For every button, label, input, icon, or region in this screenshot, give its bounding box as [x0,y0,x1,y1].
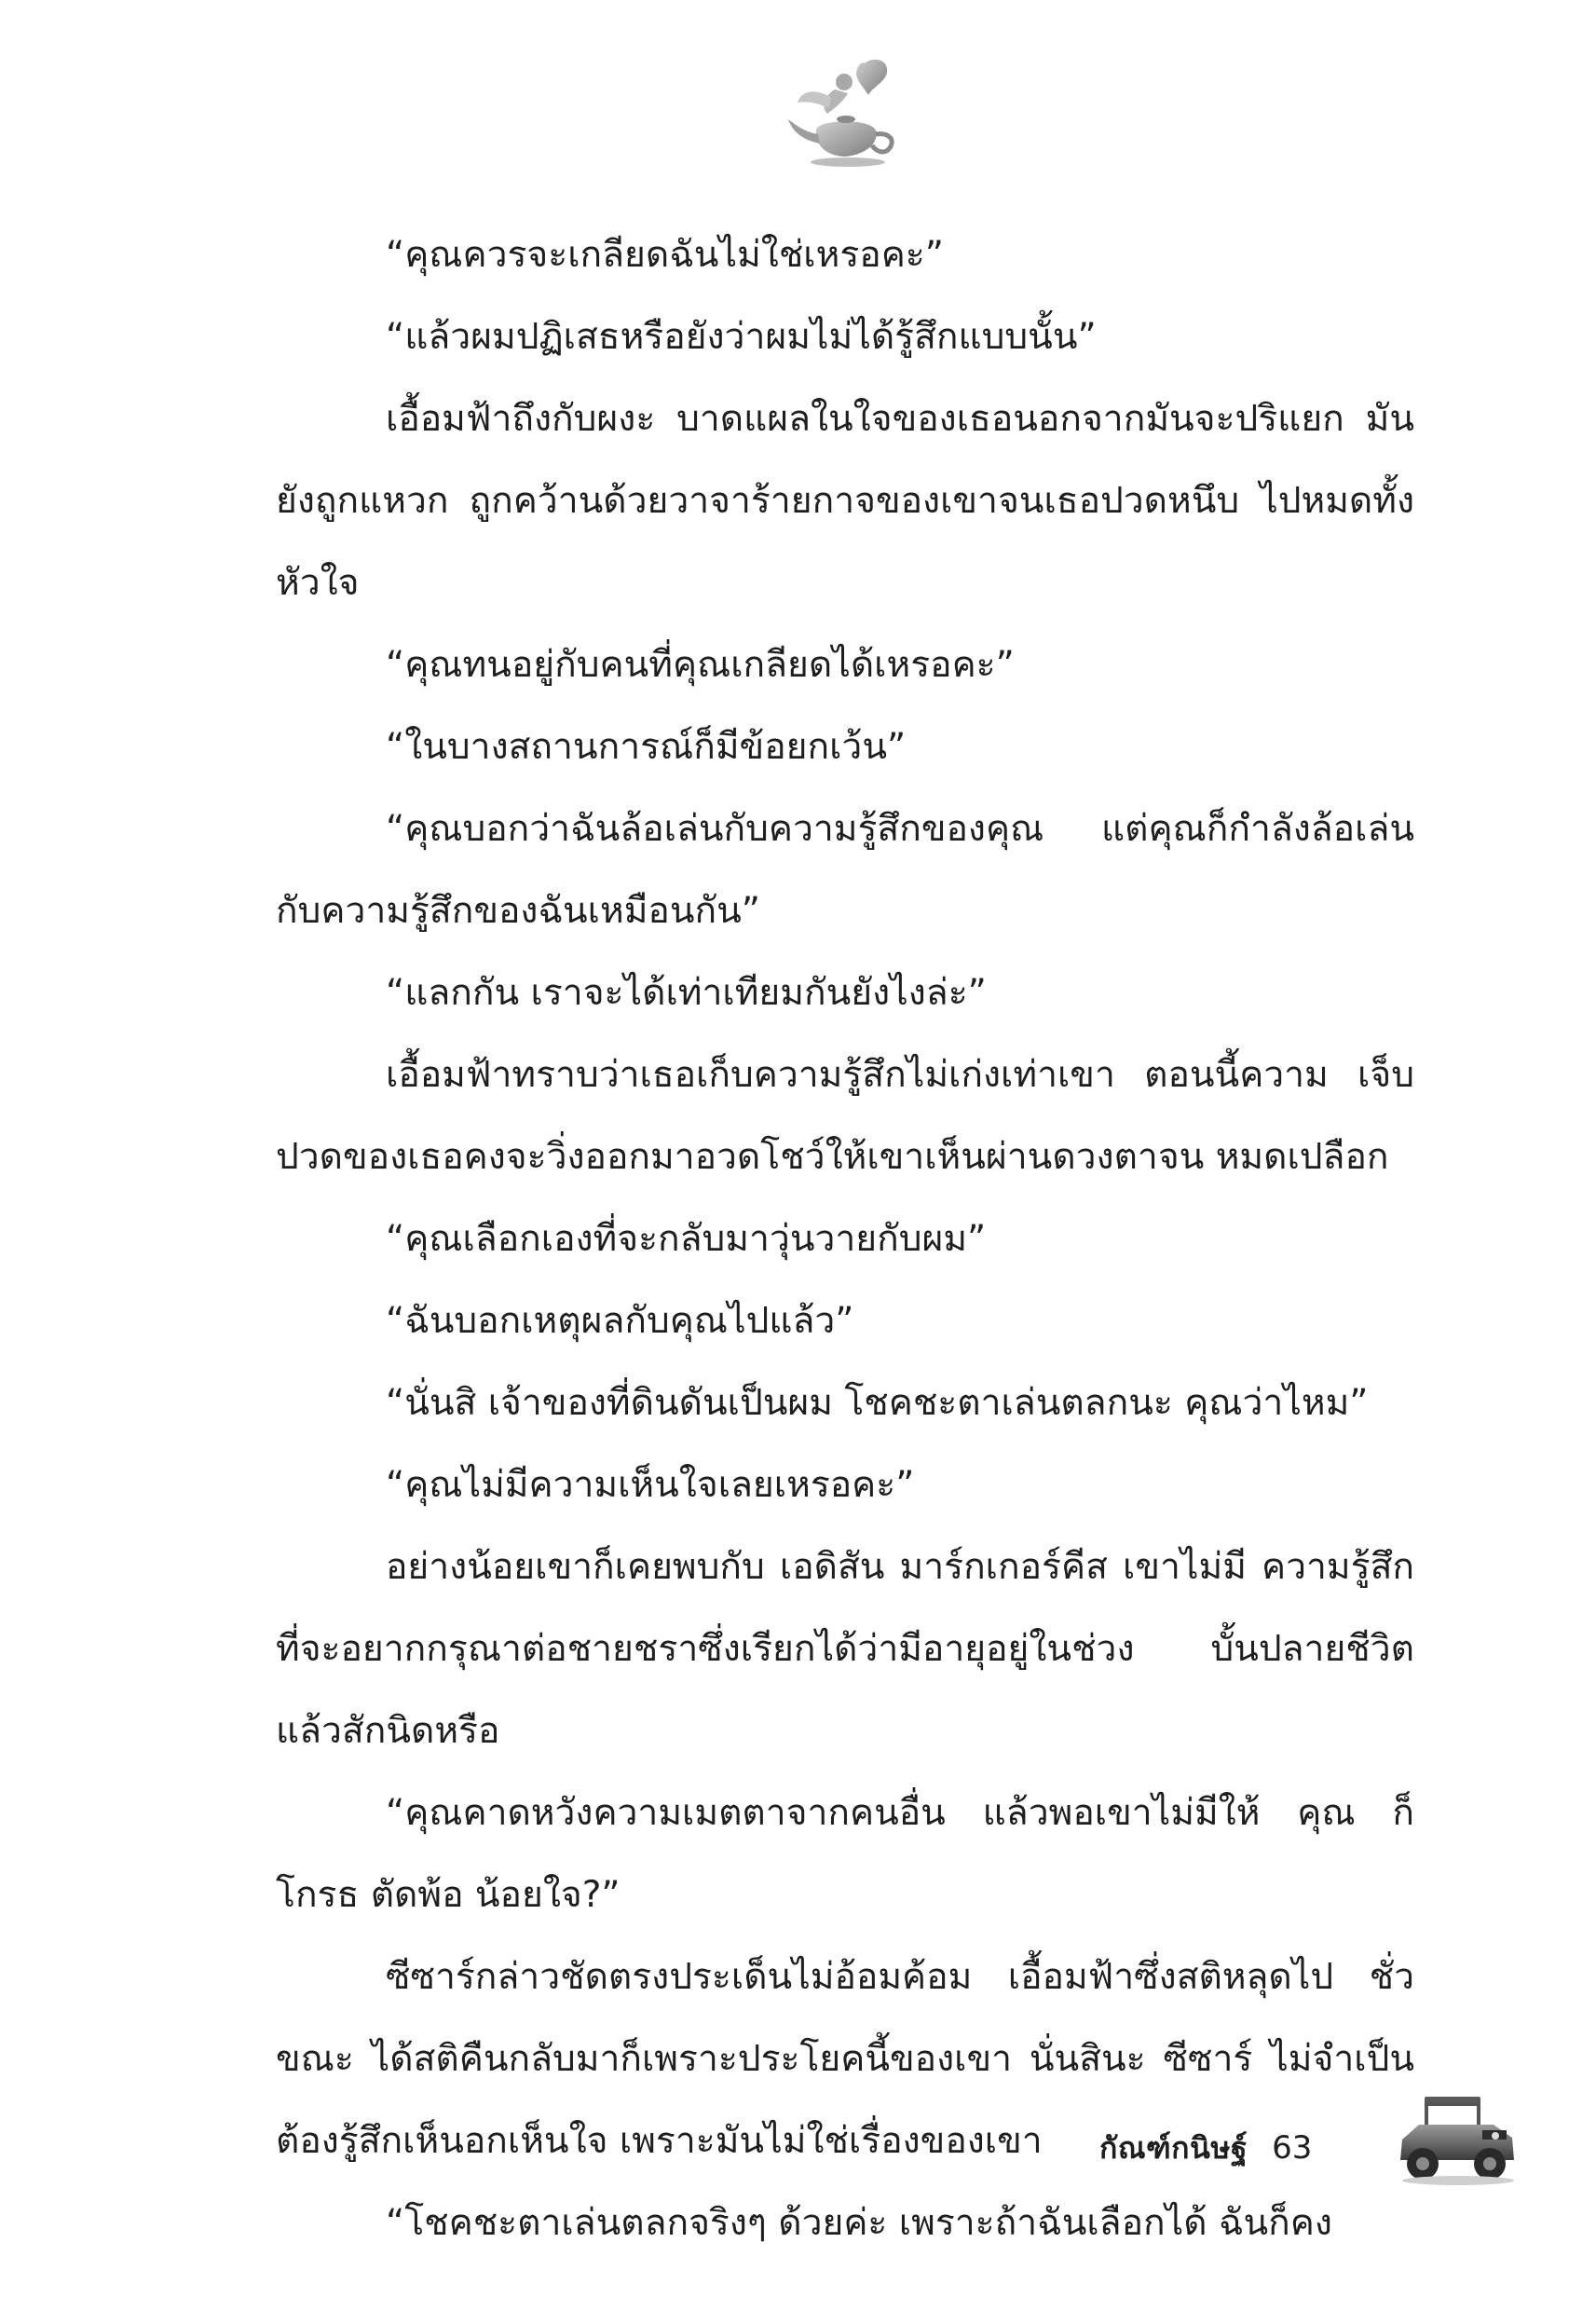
paragraph: “ฉันบอกเหตุผลกับคุณไปแล้ว” [386,1300,854,1342]
paragraph: “แลกกัน เราจะได้เท่าเทียมกันยังไงล่ะ” [386,972,987,1014]
jeep-icon [1393,2084,1523,2186]
paragraph: อย่างน้อยเขาก็เคยพบกับ เอดิสัน มาร์กเกอร์คีส เขาไม่มี ความรู้สึกที่จะอยากกรุณาต่อชายชราซึ่งเรียกได้ว่ามีอายุอยู่ในช่วง บั้นปลายชีวิตแล้วสักนิดหรือ [276,1546,1414,1752]
paragraph: ซีซาร์กล่าวชัดตรงประเด็นไม่อ้อมค้อม เอื้อมฟ้าซึ่งสติหลุดไป ชั่วขณะ ได้สติคืนกลับมาก็เพราะประโยคนี้ของเขา นั่นสินะ ซีซาร์ ไม่จำเป็นต้องรู้สึกเห็นอกเห็นใจ เพราะมันไม่ใช่เรื่องของเขา [276,1956,1414,2162]
paragraph: “คุณควรจะเกลียดฉันไม่ใช่เหรอคะ” [386,234,944,276]
chapter-text [276,214,1414,2264]
paragraph: “โชคชะตาเล่นตลกจริงๆ ด้วยค่ะ เพราะถ้าฉันเลือกได้ ฉันก็คง [386,2202,1332,2244]
cupid-teapot-icon [779,54,909,185]
paragraph: “คุณเลือกเองที่จะกลับมาวุ่นวายกับผม” [386,1218,987,1260]
page-number: 63 [1272,2129,1313,2167]
paragraph: “นั่นสิ เจ้าของที่ดินดันเป็นผม โชคชะตาเล่นตลกนะ คุณว่าไหม” [386,1382,1369,1424]
paragraph: “คุณไม่มีความเห็นใจเลยเหรอคะ” [386,1464,915,1506]
paragraph: เอื้อมฟ้าถึงกับผงะ บาดแผลในใจของเธอนอกจากมันจะปริแยก มันยังถูกแหวก ถูกคว้านด้วยวาจาร้ายกาจของเขาจนเธอปวดหนึบ ไปหมดทั้งหัวใจ [276,398,1414,604]
paragraph: “คุณบอกว่าฉันล้อเล่นกับความรู้สึกของคุณ แต่คุณก็กำลังล้อเล่น กับความรู้สึกของฉันเหมือนกัน” [276,808,1414,932]
paragraph: “แล้วผมปฏิเสธหรือยังว่าผมไม่ได้รู้สึกแบบนั้น” [386,316,1097,358]
book-title: กัณฑ์กนิษฐ์ [1099,2129,1248,2166]
paragraph: เอื้อมฟ้าทราบว่าเธอเก็บความรู้สึกไม่เก่งเท่าเขา ตอนนี้ความ เจ็บปวดของเธอคงจะวิ่งออกมาอวดโชว์ให้เขาเห็นผ่านดวงตาจน หมดเปลือก [276,1054,1414,1178]
paragraph: “ในบางสถานการณ์ก็มีข้อยกเว้น” [386,726,907,768]
paragraph: “คุณทนอยู่กับคนที่คุณเกลียดได้เหรอคะ” [386,644,1015,686]
paragraph: “คุณคาดหวังความเมตตาจากคนอื่น แล้วพอเขาไม่มีให้ คุณ ก็โกรธ ตัดพ้อ น้อยใจ?” [276,1792,1414,1916]
page-footer [1099,2115,1312,2181]
